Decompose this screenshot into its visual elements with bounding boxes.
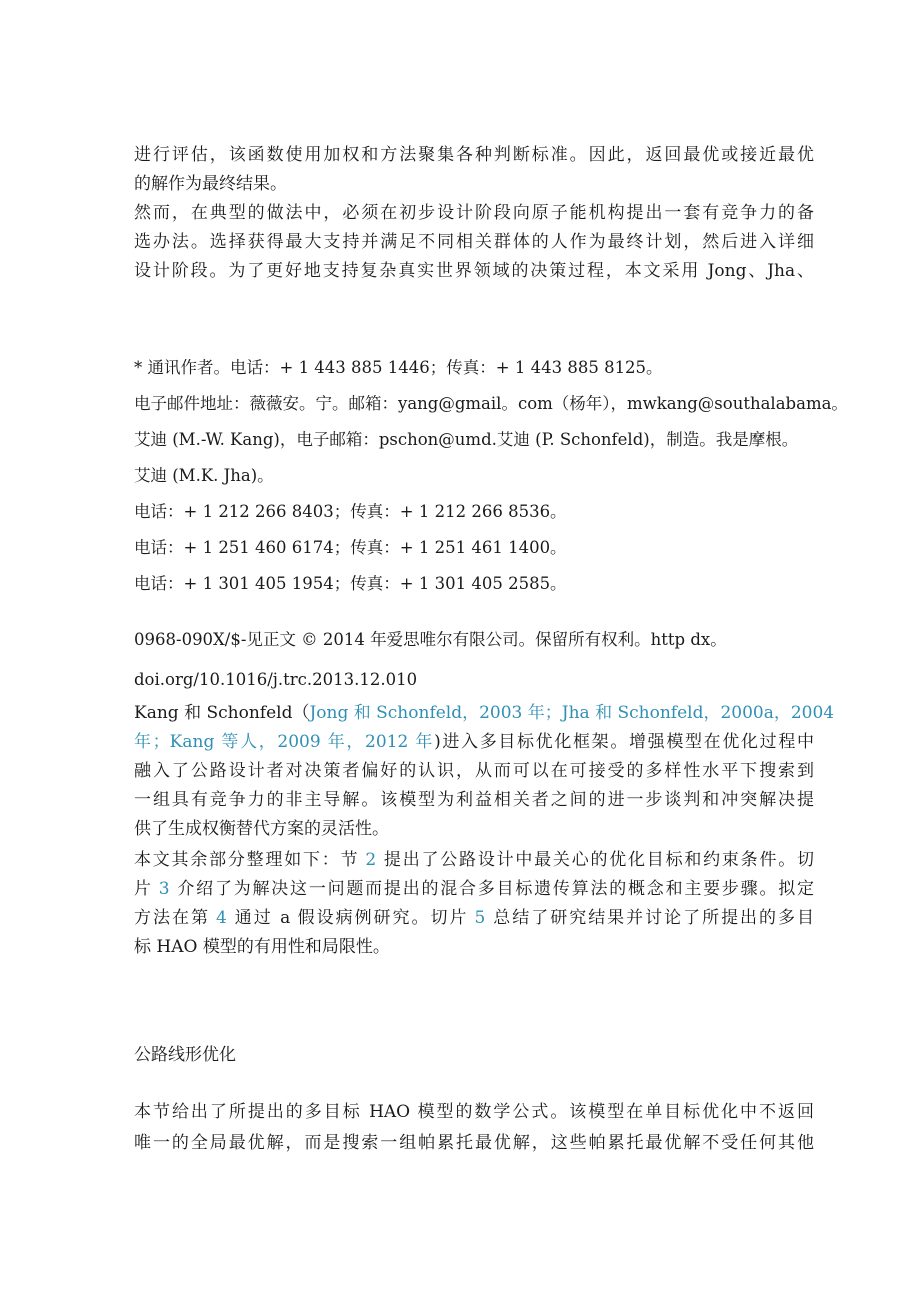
text-segment: 提出了公路设计中最关心的优化目标和约束条件。切 <box>382 850 815 870</box>
section-ref-link[interactable]: 2 <box>365 850 377 870</box>
framework-paragraph <box>134 699 835 844</box>
text-segment: Kang 和 Schonfeld（ <box>134 703 310 723</box>
citation-link[interactable]: 年；Kang 等人，2009 年，2012 年 <box>134 732 435 752</box>
text-segment: 片 <box>134 879 153 899</box>
text-line: 进行评估，该函数使用加权和方法聚集各种判断标准。因此，返回最优或接近最优 <box>134 145 814 165</box>
text-line <box>134 904 814 933</box>
text-line: 标 HAO 模型的有用性和局限性。 <box>134 937 390 957</box>
text-segment: )进入多目标优化框架。增强模型在优化过程中 <box>434 732 814 752</box>
text-line: 唯一的全局最优解，而是搜索一组帕累托最优解，这些帕累托最优解不受任何其他 <box>134 1133 814 1153</box>
footnotes <box>134 350 848 602</box>
footnote-line: 电话：+ 1 251 460 6174；传真：+ 1 251 461 1400。 <box>134 538 567 557</box>
outline-paragraph <box>134 846 814 962</box>
text-line: 然而，在典型的做法中，必须在初步设计阶段向原子能机构提出一套有竞争力的备 <box>134 203 814 223</box>
citation-link[interactable]: Jong 和 Schonfeld，2003 年；Jha 和 Schonfeld，2000a，2004 <box>309 703 835 723</box>
section-heading: 公路线形优化 <box>134 1045 236 1065</box>
footnote-line: * 通讯作者。电话：+ 1 443 885 1446；传真：+ 1 443 885 8125。 <box>134 358 663 377</box>
text-line <box>134 846 814 875</box>
text-line: 本节给出了所提出的多目标 HAO 模型的数学公式。该模型在单目标优化中不返回 <box>134 1102 814 1122</box>
text-line: 供了生成权衡替代方案的灵活性。 <box>134 819 389 839</box>
footnote-line: 艾迪 (M.K. Jha)。 <box>134 466 274 485</box>
section-ref-link[interactable]: 5 <box>474 908 486 928</box>
section-ref-link[interactable]: 4 <box>215 908 227 928</box>
text-line <box>134 728 814 757</box>
copyright-line: 0968-090X/$-见正文 © 2014 年爱思唯尔有限公司。保留所有权利。http dx。 <box>134 630 727 649</box>
text-segment: 本文其余部分整理如下：节 <box>134 850 360 870</box>
text-segment: 总结了研究结果并讨论了所提出的多目 <box>491 908 815 928</box>
footnote-line: 电话：+ 1 301 405 1954；传真：+ 1 301 405 2585。 <box>134 574 567 593</box>
intro-paragraph <box>134 141 814 286</box>
footnote-line: 电子邮件地址：薇薇安。宁。邮箱：yang@gmail。com（杨年），mwkang@southalabama。 <box>134 394 848 413</box>
copyright-doi <box>134 620 814 700</box>
section-paragraph <box>134 1097 814 1159</box>
text-segment: 介绍了为解决这一问题而提出的混合多目标遗传算法的概念和主要步骤。拟定 <box>175 879 815 899</box>
footnote-line: 电话：+ 1 212 266 8403；传真：+ 1 212 266 8536。 <box>134 502 567 521</box>
doi-link[interactable]: doi.org/10.1016/j.trc.2013.12.010 <box>134 670 418 689</box>
section-ref-link[interactable]: 3 <box>158 879 170 899</box>
text-segment: 方法在第 <box>134 908 210 928</box>
text-line: 选办法。选择获得最大支持并满足不同相关群体的人作为最终计划，然后进入详细 <box>134 232 814 252</box>
text-line: 一组具有竞争力的非主导解。该模型为利益相关者之间的进一步谈判和冲突解决提 <box>134 790 814 810</box>
text-segment: 通过 a 假设病例研究。切片 <box>232 908 469 928</box>
text-line <box>134 699 835 728</box>
text-line: 的解作为最终结果。 <box>134 174 287 194</box>
text-line <box>134 875 814 904</box>
text-line: 设计阶段。为了更好地支持复杂真实世界领域的决策过程，本文采用 Jong、Jha、 <box>134 261 814 281</box>
text-line: 融入了公路设计者对决策者偏好的认识，从而可以在可接受的多样性水平下搜索到 <box>134 761 814 781</box>
footnote-line: 艾迪 (M.-W. Kang)，电子邮箱：pschon@umd.艾迪 (P. Schonfeld)，制造。我是摩根。 <box>134 430 799 449</box>
